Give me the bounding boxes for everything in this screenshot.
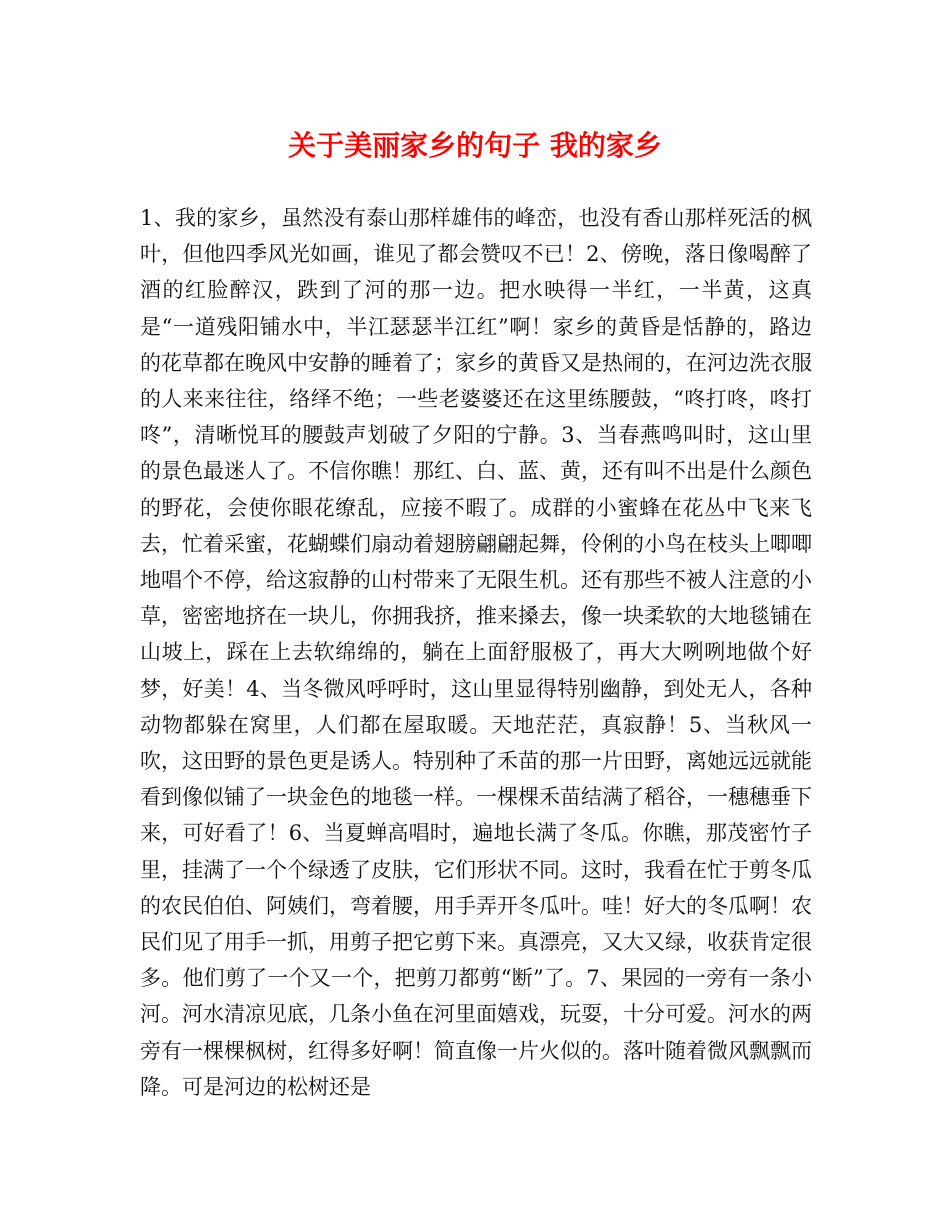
page-title: 关于美丽家乡的句子 我的家乡 xyxy=(288,129,662,162)
body-paragraph: 1、我的家乡，虽然没有泰山那样雄伟的峰峦，也没有香山那样死活的枫叶，但他四季风光如画，谁见了都会赞叹不已！2、傍晚，落日像喝醉了酒的红脸醉汉，跌到了河的那一边。把水映得一半红，一半黄，这真是“一道残阳铺水中，半江瑟瑟半江红”啊！家乡的黄昏是恬静的，路边的花草都在晚风中安静的睡着了；家乡的黄昏又是热闹的，在河边洗衣服的人来来往往，络绎不绝；一些老婆婆还在这里练腰鼓，“咚打咚，咚打咚”，清晰悦耳的腰鼓声划破了夕阳的宁静。3、当春燕鸣叫时，这山里的景色最迷人了。不信你瞧！那红、白、蓝、黄，还有叫不出是什么颜色的野花，会使你眼花缭乱，应接不暇了。成群的小蜜蜂在花丛中飞来飞去，忙着采蜜，花蝴蝶们扇动着翅膀翩翩起舞，伶俐的小鸟在枝头上唧唧地唱个不停，给这寂静的山村带来了无限生机。还有那些不被人注意的小草，密密地挤在一块儿，你拥我挤，推来搡去，像一块柔软的大地毯铺在山坡上，踩在上去软绵绵的，躺在上面舒服极了，再大大咧咧地做个好梦，好美！4、当冬微风呼呼时，这山里显得特别幽静，到处无人，各种动物都躲在窝里，人们都在屋取暖。天地茫茫，真寂静！5、当秋风一吹，这田野的景色更是诱人。特别种了禾苗的那一片田野，离她远远就能看到像似铺了一块金色的地毯一样。一棵棵禾苗结满了稻谷，一穗穗垂下来，可好看了！6、当夏蝉高唱时，遍地长满了冬瓜。你瞧，那茂密竹子里，挂满了一个个绿透了皮肤，它们形状不同。这时，我看在忙于剪冬瓜的农民伯伯、阿姨们，弯着腰，用手弄开冬瓜叶。哇！好大的冬瓜啊！农民们见了用手一抓，用剪子把它剪下来。真漂亮，又大又绿，收获肯定很多。他们剪了一个又一个，把剪刀都剪“断”了。7、果园的一旁有一条小河。河水清凉见底，几条小鱼在河里面嬉戏，玩耍，十分可爱。河水的两旁有一棵棵枫树，红得多好啊！简直像一片火似的。落叶随着微风飘飘而降。可是河边的松树还是 xyxy=(140,206,812,1099)
